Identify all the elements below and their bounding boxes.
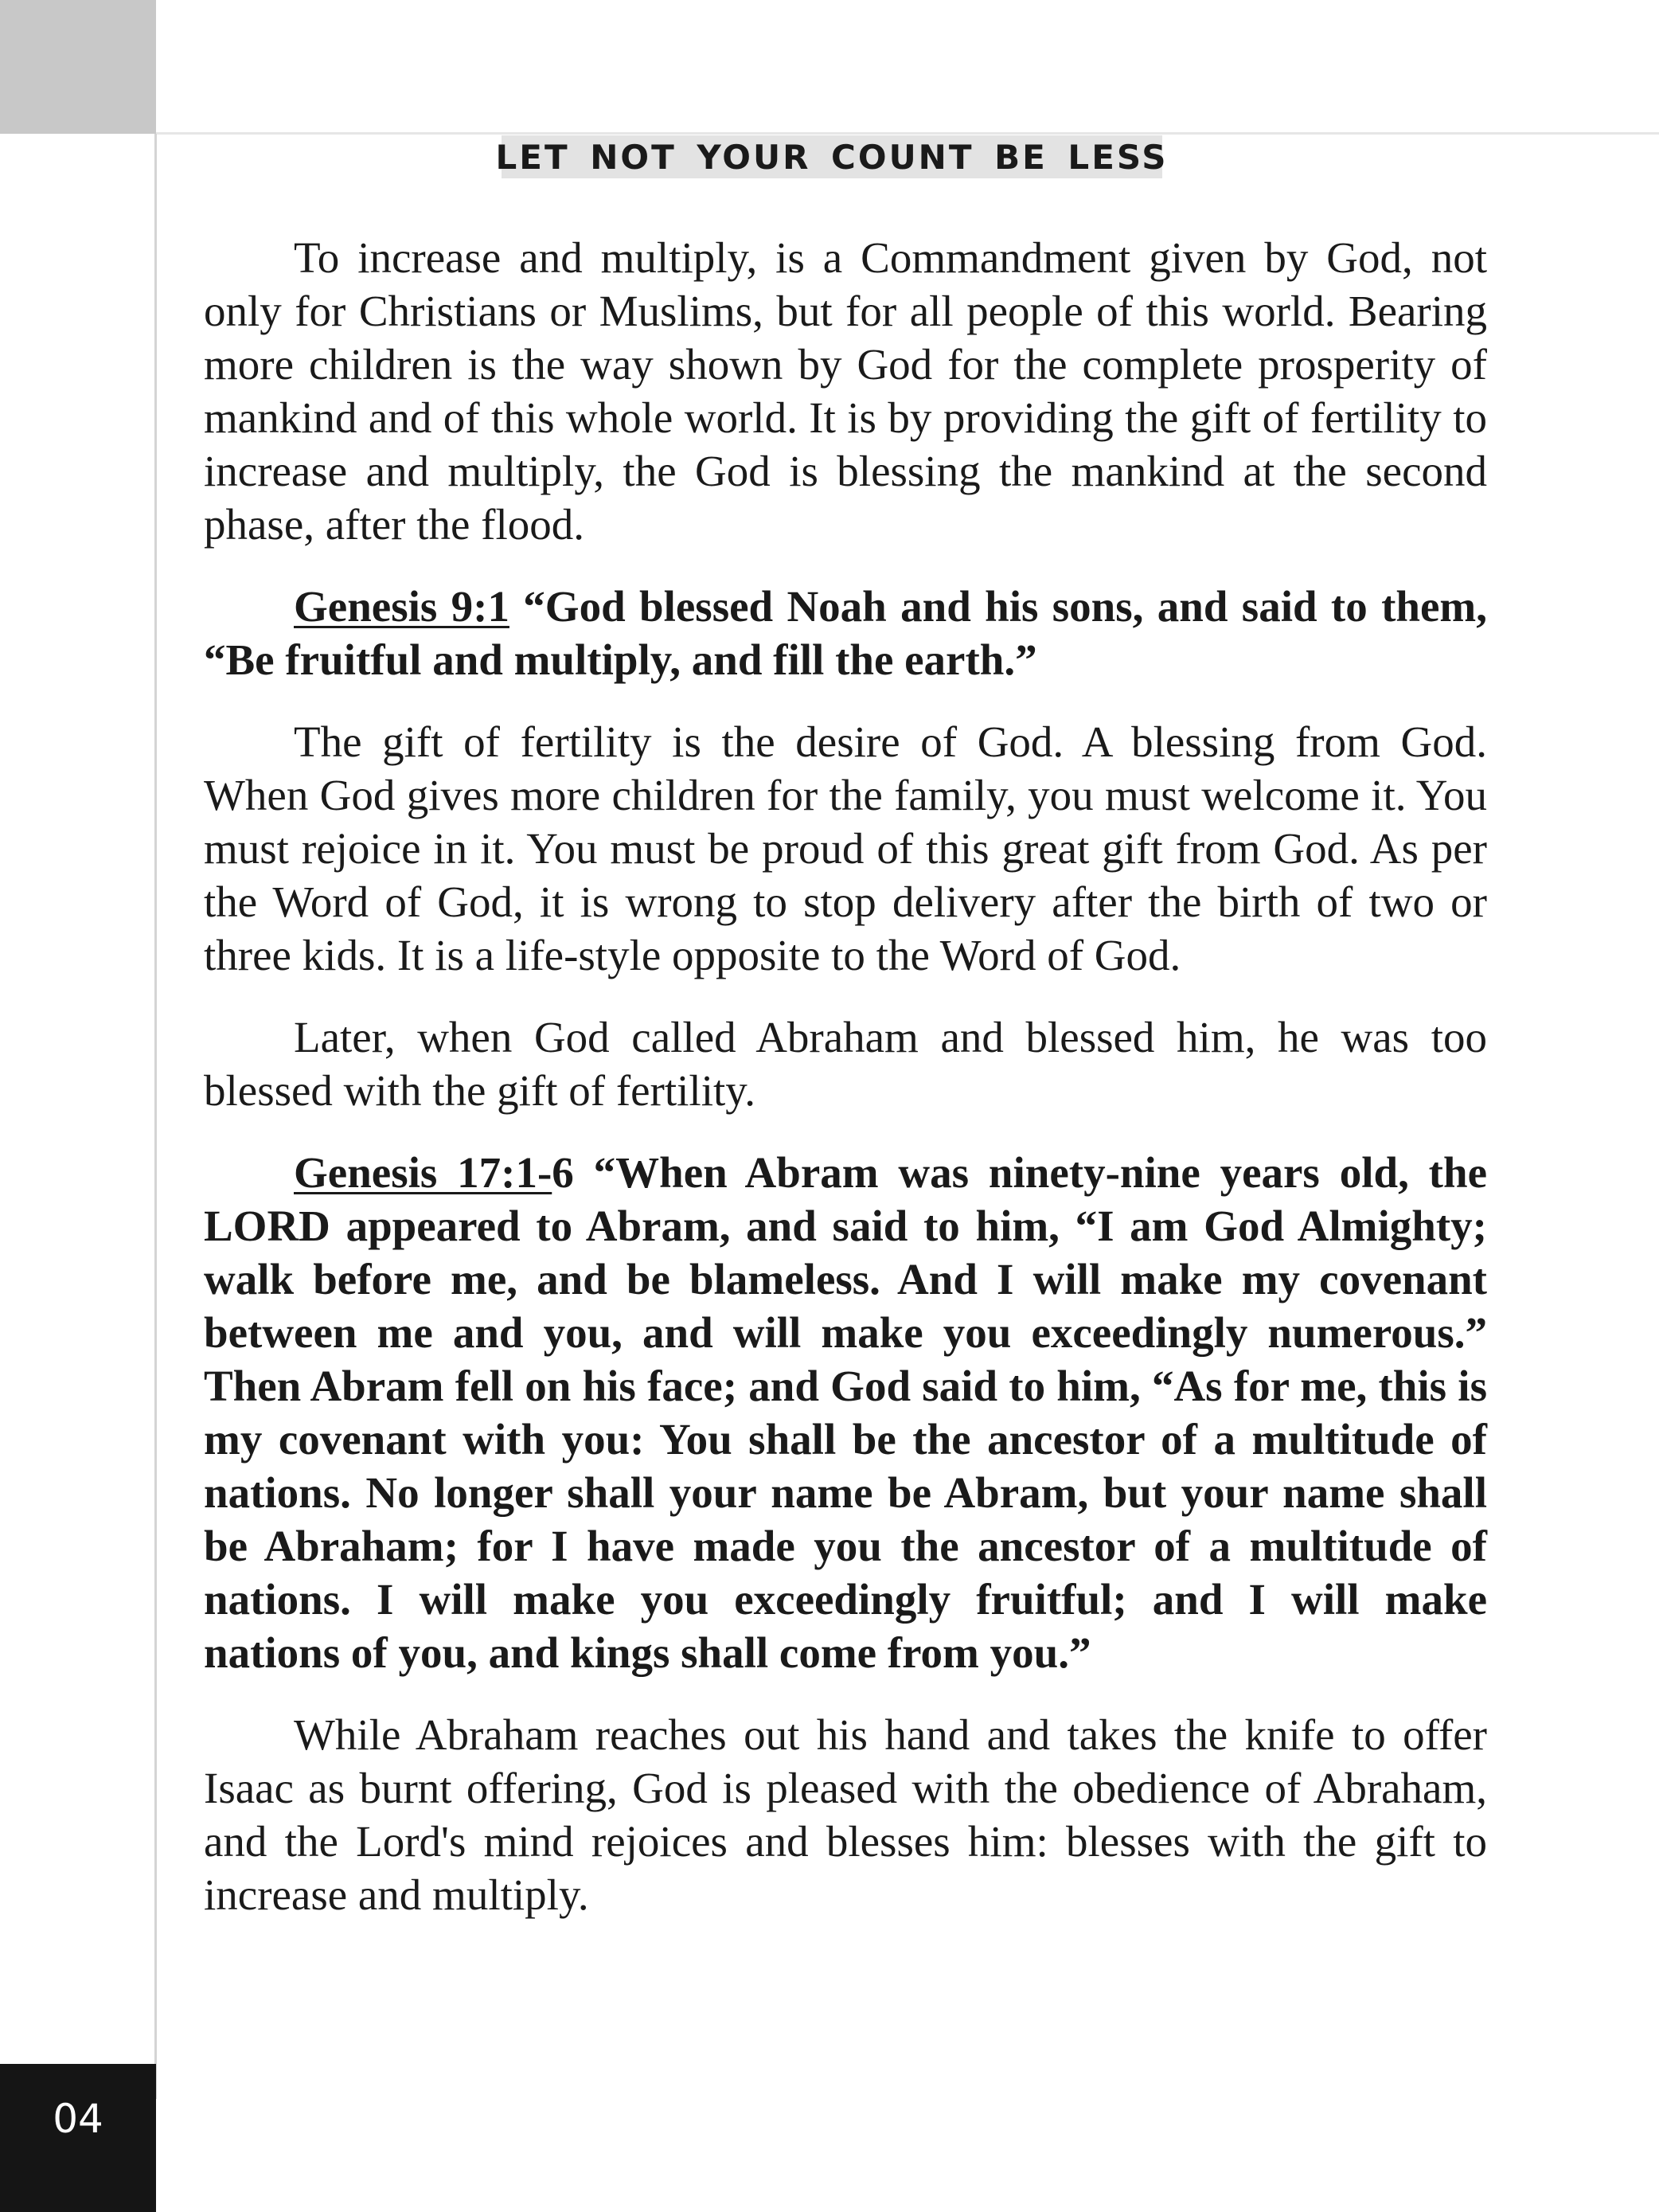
side-rule-line [154,134,157,2099]
verse-reference: Genesis 9:1 [294,582,509,631]
corner-tab-decoration [0,0,156,134]
verse-text: “When Abram was ninety-nine years old, the LORD appeared to Abram, and said to him, “I am God Almighty; walk before me, and be blameless. And I will make my covenant between me and you, and will make you exceedingly numerous.” Then Abram fell on his face; and God said to him, “As for me, this is my covenant with you: You shall be the ancestor of a multitude of nations. No longer shall your name be Abram, but your name shall be Abraham; for I have made you the ancestor of a multitude of nations. I will make you exceedingly fruitful; and I will make nations of you, and kings shall come from you.” [204,1148,1487,1677]
verse-genesis-17-1-6 [204,1146,1487,1679]
paragraph-abraham-called: Later, when God called Abraham and blessed him, he was too blessed with the gift of fertility. [204,1013,1487,1115]
paragraph-isaac-offering: While Abraham reaches out his hand and takes the knife to offer Isaac as burnt offering, God is pleased with the obedience of Abraham, and the Lord's mind rejoices and blesses him: blesses with the gift to increase and multiply. [204,1710,1487,1919]
verse-reference: Genesis 17:1- [294,1148,552,1197]
page-number: 04 [0,2064,156,2212]
paragraph-gift-of-fertility: The gift of fertility is the desire of God. A blessing from God. When God gives more children for the family, you must welcome it. You must rejoice in it. You must be proud of this great gift from God. As per the Word of God, it is wrong to stop delivery after the birth of two or three kids. It is a life-style opposite to the Word of God. [204,717,1487,979]
verse-genesis-9-1 [204,580,1487,686]
paragraph-commandment: To increase and multiply, is a Commandment given by God, not only for Christians or Muslims, but for all people of this world. Bearing more children is the way shown by God for the complete prosperity of mankind and of this whole world. It is by providing the gift of fertility to increase and multiply, the God is blessing the mankind at the second phase, after the flood. [204,233,1487,549]
body-text [204,231,1487,1950]
top-rule-line [156,132,1659,135]
verse-text: “God blessed Noah and his sons, and said to them, “Be fruitful and multiply, and fill the earth.” [204,582,1487,684]
verse-reference-suffix: 6 [552,1148,574,1197]
running-header: LET NOT YOUR COUNT BE LESS [502,135,1162,178]
